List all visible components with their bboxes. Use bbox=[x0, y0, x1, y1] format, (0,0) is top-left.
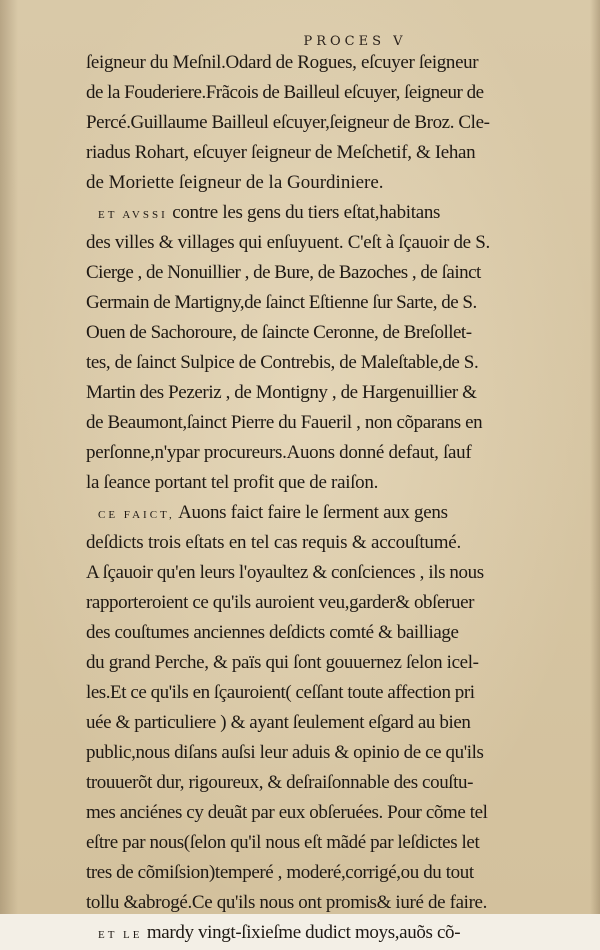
text-line: trouuerõt dur, rigoureux, & deſraiſonnable des couſtu- bbox=[86, 772, 474, 793]
text-line bbox=[86, 198, 548, 228]
text-line: de Beaumont,ſainct Pierre du Faueril , non cõparans en bbox=[86, 412, 483, 433]
text-line: mes anciénes cy deuãt par eux obſeruées. Pour cõme tel bbox=[86, 802, 488, 823]
text-line: public,nous diſans auſsi leur aduis & opinio de ce qu'ils bbox=[86, 742, 484, 763]
text-line: A ſçauoir qu'en leurs l'oyaultez & conſciences , ils nous bbox=[86, 562, 484, 583]
text-line bbox=[86, 498, 548, 528]
text-line: Cierge , de Nonuillier , de Bure, de Bazoches , de ſainct bbox=[86, 262, 481, 283]
body-text bbox=[86, 48, 548, 948]
text-line-rest: mardy vingt-ſixieſme dudict moys,auõs cõ- bbox=[142, 922, 461, 943]
text-line: deſdicts trois eſtats en tel cas requis & accouſtumé. bbox=[86, 532, 462, 553]
text-line: du grand Perche, & païs qui ſont gouuernez ſelon icel- bbox=[86, 652, 479, 673]
text-line: des villes & villages qui enſuyuent. C'eſt à ſçauoir de S. bbox=[86, 232, 490, 253]
text-line-rest: Auons faict faire le ſerment aux gens bbox=[174, 502, 448, 523]
small-caps-lead: ET LE bbox=[98, 929, 143, 941]
page-edge-shadow bbox=[0, 0, 18, 914]
text-line: ſeigneur du Meſnil.Odard de Rogues, eſcuyer ſeigneur bbox=[86, 52, 479, 73]
text-line: Ouen de Sachoroure, de ſaincte Ceronne, de Breſollet- bbox=[86, 322, 472, 343]
text-line bbox=[86, 918, 548, 948]
text-line: de la Fouderiere.Frãcois de Bailleul eſcuyer, ſeigneur de bbox=[86, 82, 484, 103]
text-line: Percé.Guillaume Bailleul eſcuyer,ſeigneur de Broz. Cle- bbox=[86, 112, 490, 133]
running-header: PROCES V bbox=[303, 34, 407, 49]
text-line: eſtre par nous(ſelon qu'il nous eſt mãdé par leſdictes let bbox=[86, 832, 480, 853]
text-line: de Moriette ſeigneur de la Gourdiniere. bbox=[86, 172, 384, 193]
text-line-rest: contre les gens du tiers eſtat,habitans bbox=[167, 202, 441, 223]
text-line: tes, de ſainct Sulpice de Contrebis, de Maleſtable,de S. bbox=[86, 352, 479, 373]
text-line: des couſtumes anciennes deſdicts comté & bailliage bbox=[86, 622, 459, 643]
text-line: les.Et ce qu'ils en ſçauroient( ceſſant toute affection pri bbox=[86, 682, 475, 703]
text-line: perſonne,n'ypar procureurs.Auons donné defaut, ſauf bbox=[86, 442, 472, 463]
text-line: uée & particuliere ) & ayant ſeulement eſgard au bien bbox=[86, 712, 471, 733]
page-fold-shadow bbox=[590, 0, 600, 914]
text-line: Martin des Pezeriz , de Montigny , de Hargenuillier & bbox=[86, 382, 477, 403]
text-line: Germain de Martigny,de ſainct Eſtienne ſur Sarte, de S. bbox=[86, 292, 477, 313]
text-line: tres de cõmiſsion)temperé , moderé,corrigé,ou du tout bbox=[86, 862, 474, 883]
text-line: tollu &abrogé.Ce qu'ils nous ont promis& iuré de faire. bbox=[86, 892, 488, 913]
text-line: la ſeance portant tel profit que de raiſon. bbox=[86, 472, 379, 493]
text-line: riadus Rohart, eſcuyer ſeigneur de Meſchetif, & Iehan bbox=[86, 142, 476, 163]
text-line: rapporteroient ce qu'ils auroient veu,garder& obſeruer bbox=[86, 592, 475, 613]
small-caps-lead: CE FAICT, bbox=[98, 509, 175, 521]
small-caps-lead: ET AVSSI bbox=[98, 209, 168, 221]
